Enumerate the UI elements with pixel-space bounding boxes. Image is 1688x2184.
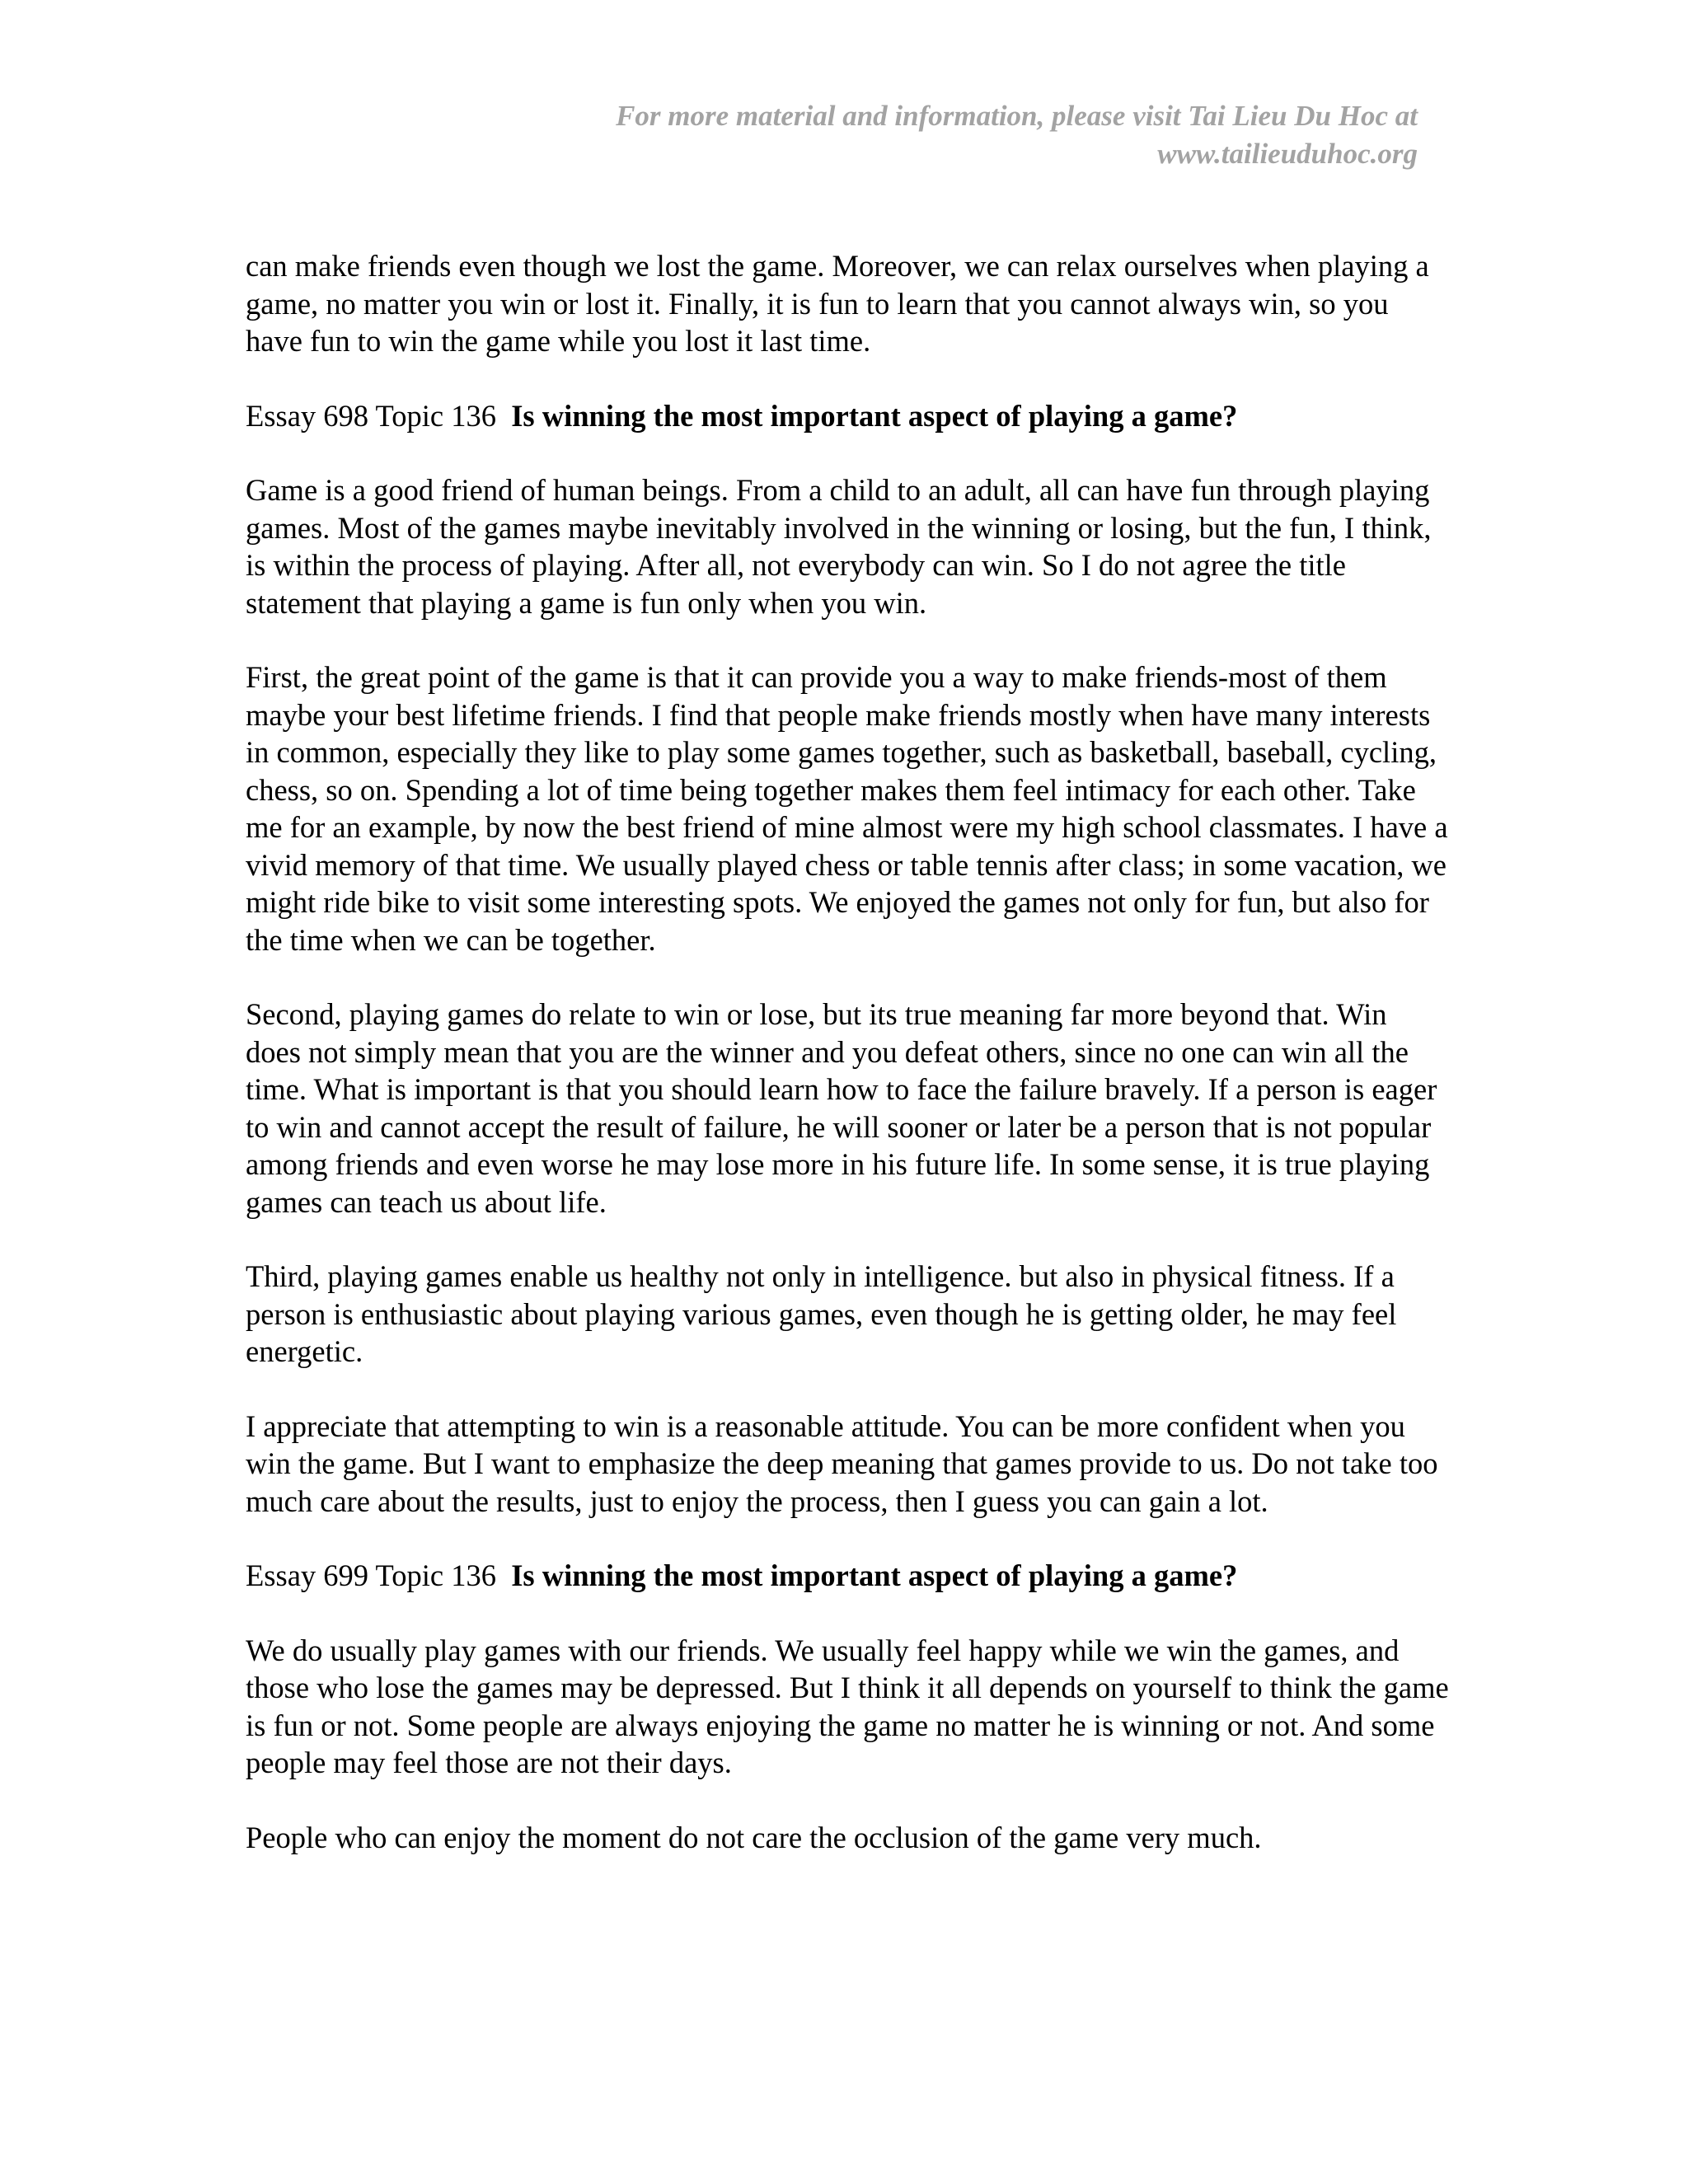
essay-699-paragraph-1: We do usually play games with our friends. We usually feel happy while we win the games, and those who lose the games may be depressed. But I think it all depends on yourself to think the game is fun or not. Some people are always enjoying the game no matter he is winning or not. And some people may feel those are not their days. bbox=[246, 1633, 1449, 1779]
intro-paragraph: can make friends even though we lost the game. Moreover, we can relax ourselves when playing a game, no matter you win or lost it. Finally, it is fun to learn that you cannot always win, so you have fun to win the game while you lost it last time. bbox=[246, 249, 1429, 358]
essay-698-heading bbox=[246, 397, 1449, 435]
header-line-1: For more material and information, please visit Tai Lieu Du Hoc at bbox=[616, 100, 1418, 132]
essay-698-paragraph-5: I appreciate that attempting to win is a reasonable attitude. You can be more confident when you win the game. But I want to emphasize the deep meaning that games provide to us. Do not take too much care about the results, just to enjoy the process, then I guess you can gain a lot. bbox=[246, 1408, 1438, 1518]
document-body bbox=[246, 247, 1449, 1893]
essay-699-title: Is winning the most important aspect of playing a game? bbox=[511, 1558, 1238, 1592]
essay-698-paragraph-4: Third, playing games enable us healthy not only in intelligence. but also in physical fitness. If a person is enthusiastic about playing various games, even though he is getting older, he may feel energetic. bbox=[246, 1259, 1397, 1368]
page-header bbox=[429, 97, 1418, 173]
essay-698-paragraph-3: Second, playing games do relate to win or lose, but its true meaning far more beyond that. Win does not simply mean that you are the winner and you defeat others, since no one can win all the time. What is important is that you should learn how to face the failure bravely. If a person is eager to win and cannot accept the result of failure, he will sooner or later be a person that is not popular among friends and even worse he may lose more in his future life. In some sense, it is true playing games can teach us about life. bbox=[246, 997, 1437, 1219]
header-line-2: www.tailieuduhoc.org bbox=[1157, 138, 1418, 170]
essay-699-heading bbox=[246, 1557, 1449, 1595]
essay-699-label: Essay 699 Topic 136 bbox=[246, 1558, 496, 1592]
essay-699-paragraph-2: People who can enjoy the moment do not care the occlusion of the game very much. bbox=[246, 1820, 1262, 1854]
essay-698-label: Essay 698 Topic 136 bbox=[246, 398, 496, 433]
essay-698-paragraph-2: First, the great point of the game is that it can provide you a way to make friends-most of them maybe your best lifetime friends. I find that people make friends mostly when have many interests in common, especially they like to play some games together, such as basketball, baseball, cycling, chess, so on. Spending a lot of time being together makes them feel intimacy for each other. Take me for an example, by now the best friend of mine almost were my high school classmates. I have a vivid memory of that time. We usually played chess or table tennis after class; in some vacation, we might ride bike to visit some interesting spots. We enjoyed the games not only for fun, but also for the time when we can be together. bbox=[246, 660, 1448, 957]
essay-698-title: Is winning the most important aspect of playing a game? bbox=[511, 398, 1238, 433]
essay-698-paragraph-1: Game is a good friend of human beings. From a child to an adult, all can have fun through playing games. Most of the games maybe inevitably involved in the winning or losing, but the fun, I think, is within the process of playing. After all, not everybody can win. So I do not agree the title statement that playing a game is fun only when you win. bbox=[246, 473, 1432, 620]
